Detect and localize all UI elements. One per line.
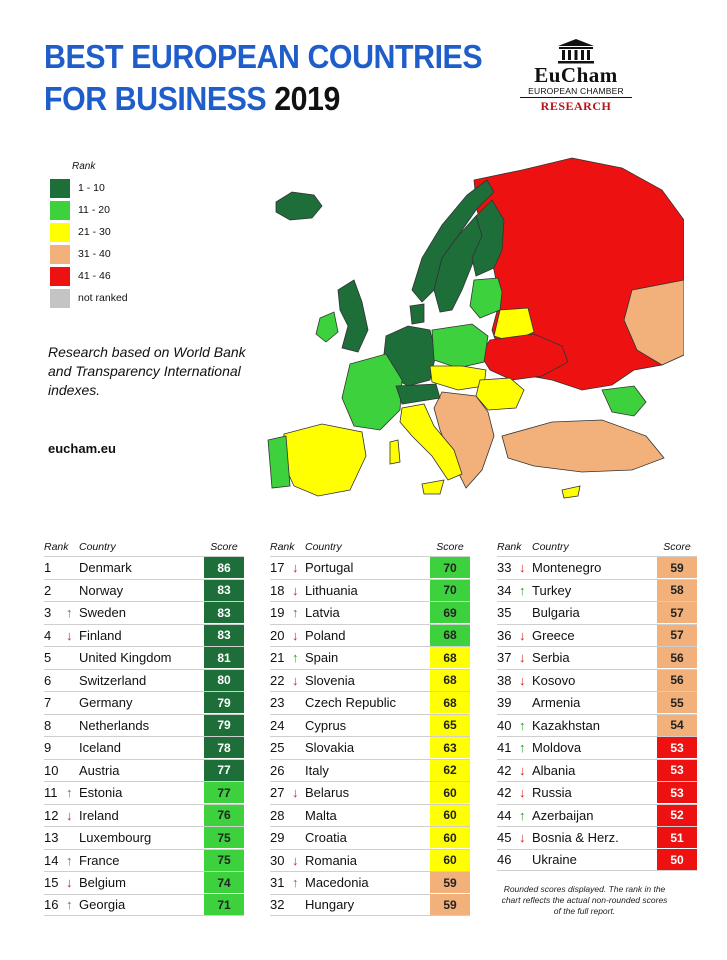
score-cell: 62 [430,760,470,781]
country-cell: United Kingdom [79,650,172,666]
country-cell: Norway [79,582,124,598]
table-row [497,714,697,737]
map-iceland [276,192,322,220]
europe-map [262,140,684,512]
rank-cell: 31 [270,875,285,891]
score-cell: 55 [657,692,697,713]
table-row [44,894,244,917]
table-row [44,871,244,894]
score-cell: 77 [204,760,244,781]
table-row [44,601,244,624]
country-cell: Netherlands [79,717,150,733]
table-row [44,849,244,872]
country-cell: Cyprus [305,717,347,733]
logo-brand: EuCham [534,63,618,87]
score-cell: 53 [657,737,697,758]
score-cell: 68 [430,670,470,691]
score-cell: 83 [204,580,244,601]
country-cell: Denmark [79,560,132,576]
score-cell: 63 [430,737,470,758]
country-cell: Georgia [79,897,126,913]
footnote: Rounded scores displayed. The rank in the chart reflects the actual non-rounded scores of the full report. [501,884,668,916]
map-sicily [422,480,444,494]
country-cell: Hungary [305,897,355,913]
score-cell: 81 [204,647,244,668]
rank-cell: 42 [497,762,512,778]
table-row [44,624,244,647]
score-cell: 60 [430,850,470,871]
arrow-down-icon: ↓ [292,785,299,801]
table-row [497,849,697,872]
map-cyprus [562,486,580,498]
map-caucasus [602,386,646,416]
table-row [270,804,470,827]
legend-item [50,265,128,287]
score-cell: 60 [430,782,470,803]
table-row [270,714,470,737]
score-cell: 60 [430,827,470,848]
rank-cell: 40 [497,717,512,733]
legend-item [50,221,128,243]
score-cell: 83 [204,602,244,623]
legend-swatch [50,245,70,264]
rank-cell: 44 [497,807,512,823]
site-url: eucham.eu [48,441,116,456]
arrow-up-icon: ↑ [66,785,73,801]
table-row [44,556,244,579]
map-uk [338,280,368,352]
logo-subtitle: EUROPEAN CHAMBER [520,86,632,98]
score-cell: 58 [657,580,697,601]
legend-item [50,177,128,199]
arrow-up-icon: ↑ [519,807,526,823]
rank-cell: 24 [270,717,285,733]
rank-cell: 35 [497,605,512,621]
table-row [497,804,697,827]
table-row [497,624,697,647]
legend-swatch [50,267,70,286]
country-cell: Czech Republic [305,695,397,711]
table-row [44,646,244,669]
country-cell: Malta [305,807,337,823]
country-cell: Slovakia [305,740,355,756]
country-cell: Ukraine [532,852,577,868]
legend-swatch [50,201,70,220]
arrow-down-icon: ↓ [292,852,299,868]
arrow-down-icon: ↓ [66,627,73,643]
score-cell: 70 [430,580,470,601]
rank-cell: 46 [497,852,512,868]
country-cell: Switzerland [79,672,147,688]
table-row [44,759,244,782]
rank-cell: 26 [270,762,285,778]
table-row [44,669,244,692]
ranking-table-1 [44,538,244,916]
legend-label: 11 - 20 [78,204,110,216]
score-cell: 56 [657,647,697,668]
rank-cell: 14 [44,852,59,868]
rank-cell: 36 [497,627,512,643]
eucham-logo [520,38,632,114]
country-cell: France [79,852,120,868]
score-cell: 53 [657,782,697,803]
score-cell: 75 [204,827,244,848]
table-row [44,691,244,714]
map-alps [396,384,440,404]
legend-swatch [50,223,70,242]
ranking-table-3 [497,538,697,871]
score-cell: 51 [657,827,697,848]
arrow-up-icon: ↑ [519,582,526,598]
legend-label: 21 - 30 [78,226,111,238]
rank-cell: 19 [270,605,285,621]
country-cell: Turkey [532,582,572,598]
table-row [270,646,470,669]
table-row [270,624,470,647]
arrow-down-icon: ↓ [66,875,73,891]
map-ireland [316,312,338,342]
country-cell: Germany [79,695,133,711]
legend-title: Rank [72,161,96,172]
score-cell: 70 [430,557,470,578]
score-cell: 69 [430,602,470,623]
score-cell: 68 [430,692,470,713]
rank-cell: 42 [497,785,512,801]
table-row [270,669,470,692]
country-cell: Italy [305,762,329,778]
rank-cell: 2 [44,582,52,598]
rank-cell: 30 [270,852,285,868]
table-row [270,691,470,714]
arrow-down-icon: ↓ [292,672,299,688]
score-cell: 59 [430,872,470,893]
table-row [497,736,697,759]
rank-cell: 33 [497,560,512,576]
arrow-up-icon: ↑ [292,875,299,891]
country-cell: Finland [79,627,122,643]
score-cell: 68 [430,625,470,646]
table-row [497,759,697,782]
arrow-down-icon: ↓ [519,672,526,688]
rank-cell: 1 [44,560,52,576]
rank-cell: 23 [270,695,285,711]
rank-cell: 32 [270,897,285,913]
country-cell: Slovenia [305,672,355,688]
country-cell: Luxembourg [79,830,152,846]
table-row [44,714,244,737]
country-cell: Lithuania [305,582,358,598]
country-cell: Estonia [79,785,123,801]
score-cell: 77 [204,782,244,803]
legend-label: not ranked [78,292,128,304]
table-row [497,579,697,602]
score-cell: 75 [204,850,244,871]
map-sardinia [390,440,400,464]
country-cell: Ireland [79,807,119,823]
rank-cell: 4 [44,627,52,643]
rank-cell: 38 [497,672,512,688]
score-cell: 83 [204,625,244,646]
score-cell: 76 [204,805,244,826]
rank-cell: 3 [44,605,52,621]
ranking-table-2 [270,538,470,916]
score-cell: 59 [657,557,697,578]
country-cell: Latvia [305,605,340,621]
table-row [44,826,244,849]
arrow-down-icon: ↓ [519,650,526,666]
score-cell: 86 [204,557,244,578]
rank-cell: 10 [44,762,59,778]
rank-cell: 8 [44,717,52,733]
legend-item [50,287,128,309]
rank-cell: 34 [497,582,512,598]
logo-research: RESEARCH [540,99,612,113]
table-row [270,601,470,624]
country-cell: Portugal [305,560,354,576]
score-cell: 79 [204,715,244,736]
arrow-up-icon: ↑ [519,717,526,733]
country-cell: Bosnia & Herz. [532,830,619,846]
building-icon [556,38,596,64]
arrow-up-icon: ↑ [292,605,299,621]
table-row [497,781,697,804]
arrow-down-icon: ↓ [66,807,73,823]
rank-cell: 5 [44,650,52,666]
rank-cell: 28 [270,807,285,823]
arrow-down-icon: ↓ [519,762,526,778]
table-header: Rank Country Score [270,541,464,553]
arrow-up-icon: ↑ [519,740,526,756]
score-cell: 60 [430,805,470,826]
country-cell: Moldova [532,740,582,756]
arrow-up-icon: ↑ [66,605,73,621]
legend-item [50,243,128,265]
rank-cell: 16 [44,897,59,913]
arrow-up-icon: ↑ [292,650,299,666]
map-spain [282,424,366,496]
country-cell: Romania [305,852,358,868]
map-denmark [410,304,424,324]
country-cell: Azerbaijan [532,807,594,823]
legend-item [50,199,128,221]
table-row [270,781,470,804]
rank-cell: 29 [270,830,285,846]
score-cell: 53 [657,760,697,781]
table-header: Rank Country Score [44,541,238,553]
score-cell: 56 [657,670,697,691]
table-row [497,669,697,692]
country-cell: Greece [532,627,575,643]
rank-cell: 11 [44,785,58,801]
rank-cell: 6 [44,672,52,688]
country-cell: Montenegro [532,560,602,576]
country-cell: Iceland [79,740,121,756]
map-portugal [268,436,290,488]
country-cell: Albania [532,762,576,778]
country-cell: Kosovo [532,672,576,688]
table-row [497,556,697,579]
country-cell: Poland [305,627,346,643]
score-cell: 80 [204,670,244,691]
table-row [497,646,697,669]
rank-cell: 15 [44,875,59,891]
table-row [44,781,244,804]
country-cell: Sweden [79,605,126,621]
score-cell: 50 [657,849,697,870]
country-cell: Kazakhstan [532,717,600,733]
rank-cell: 25 [270,740,285,756]
table-header: Rank Country Score [497,541,691,553]
country-cell: Spain [305,650,339,666]
table-row [270,736,470,759]
country-cell: Armenia [532,695,581,711]
score-cell: 79 [204,692,244,713]
score-cell: 54 [657,715,697,736]
arrow-down-icon: ↓ [519,560,526,576]
rank-cell: 21 [270,650,285,666]
score-cell: 59 [430,894,470,915]
arrow-down-icon: ↓ [292,627,299,643]
score-cell: 57 [657,602,697,623]
country-cell: Macedonia [305,875,369,891]
table-row [44,804,244,827]
legend-swatch [50,179,70,198]
rank-cell: 22 [270,672,285,688]
arrow-down-icon: ↓ [292,582,299,598]
rank-cell: 12 [44,807,59,823]
country-cell: Belgium [79,875,126,891]
legend-label: 41 - 46 [78,270,111,282]
rank-cell: 7 [44,695,52,711]
score-cell: 68 [430,647,470,668]
country-cell: Belarus [305,785,350,801]
map-france [342,354,402,430]
map-turkey [502,420,664,472]
table-row [270,759,470,782]
rank-cell: 41 [497,740,512,756]
legend [50,161,128,309]
score-cell: 65 [430,715,470,736]
rank-cell: 45 [497,830,512,846]
table-row [270,871,470,894]
title-line-1: BEST EUROPEAN COUNTRIES [44,38,483,75]
arrow-down-icon: ↓ [519,785,526,801]
map-central [430,366,486,390]
legend-label: 31 - 40 [78,248,111,260]
table-row [44,579,244,602]
country-cell: Bulgaria [532,605,580,621]
table-row [270,894,470,917]
arrow-down-icon: ↓ [292,560,299,576]
research-note: Research based on World Bank and Transparency International indexes. [48,344,246,398]
title-year: 2019 [274,80,340,117]
page-title [44,36,482,120]
table-row [270,826,470,849]
score-cell: 52 [657,805,697,826]
score-cell: 78 [204,737,244,758]
rank-cell: 17 [270,560,285,576]
legend-swatch [50,289,70,308]
arrow-down-icon: ↓ [519,627,526,643]
arrow-down-icon: ↓ [519,830,526,846]
score-cell: 57 [657,625,697,646]
table-row [497,826,697,849]
country-cell: Russia [532,785,572,801]
map-poland [432,324,488,368]
table-row [44,736,244,759]
score-cell: 74 [204,872,244,893]
rank-cell: 39 [497,695,512,711]
rank-cell: 18 [270,582,285,598]
table-row [270,579,470,602]
country-cell: Austria [79,762,120,778]
table-row [270,849,470,872]
legend-label: 1 - 10 [78,182,105,194]
rank-cell: 27 [270,785,285,801]
rank-cell: 37 [497,650,512,666]
country-cell: Serbia [532,650,570,666]
arrow-up-icon: ↑ [66,852,73,868]
rank-cell: 20 [270,627,285,643]
rank-cell: 9 [44,740,52,756]
table-row [497,601,697,624]
table-row [270,556,470,579]
title-line-2: FOR BUSINESS 2019 [44,80,340,117]
score-cell: 71 [204,894,244,915]
country-cell: Croatia [305,830,347,846]
table-row [497,691,697,714]
arrow-up-icon: ↑ [66,897,73,913]
rank-cell: 13 [44,830,59,846]
